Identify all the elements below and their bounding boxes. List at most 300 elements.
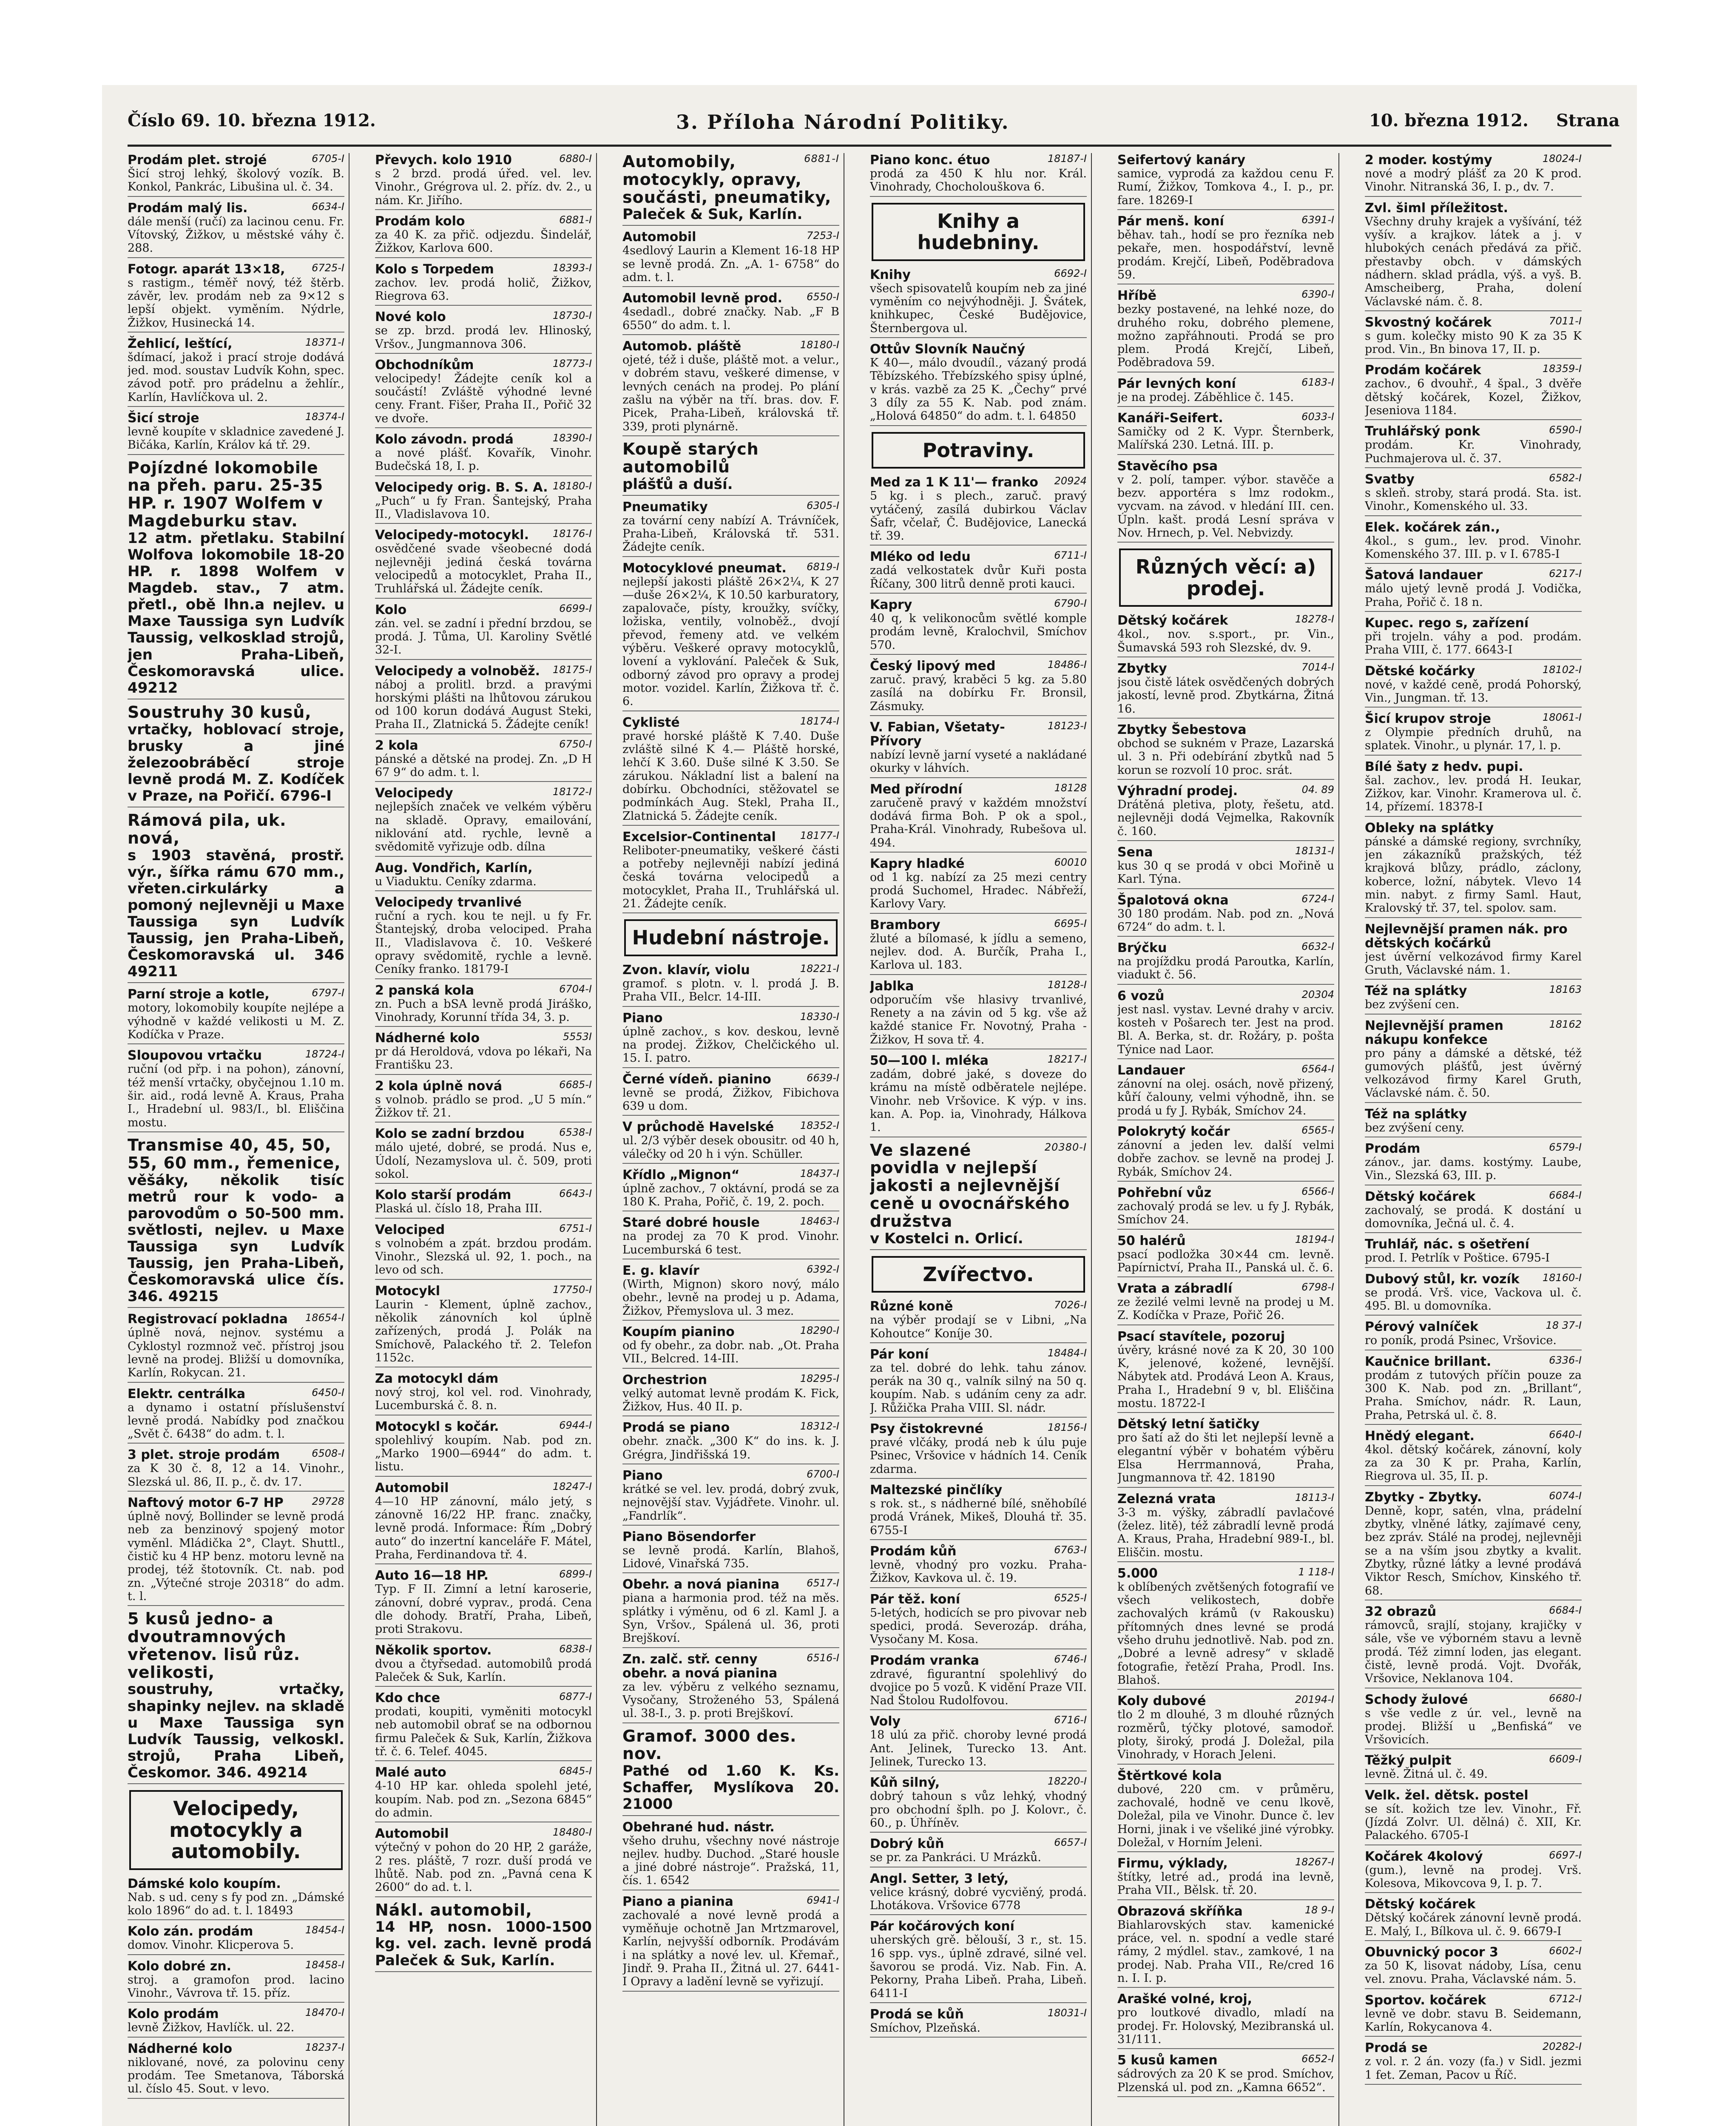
classified-ad — [1117, 845, 1334, 889]
ad-body: málo ujetý levně prodá J. Vodička, Praha, Pořič č. 18 n. — [1365, 582, 1582, 609]
ad-number: 6550-I — [807, 291, 839, 303]
ad-body: zánov., jar. dams. kostýmy. Laube, Vin., Slezská 63, III. p. — [1365, 1156, 1582, 1182]
ad-headline — [375, 1643, 592, 1657]
ad-headline-text: Prodám kolo — [375, 213, 465, 229]
ad-body: Šicí stroj lehký, školový vozík. B. Konkol, Pankrác, Libušina ul. č. 34. — [128, 167, 344, 194]
ad-headline-text: Polokrytý kočár — [1117, 1124, 1230, 1139]
ad-headline-text: Pár kočárových koní — [870, 1919, 1014, 1934]
ad-number: 6704-I — [559, 983, 592, 995]
section-heading: Hudební nástroje. — [624, 919, 838, 956]
ad-headline — [375, 786, 592, 800]
ad-headline — [870, 1422, 1087, 1436]
ad-headline-text: Staré dobré housle — [622, 1215, 760, 1231]
ad-headline — [128, 262, 344, 276]
ad-number: 6877-I — [559, 1691, 592, 1703]
header-rule — [128, 145, 1611, 147]
classified-ad — [1365, 363, 1582, 420]
ad-headline-text: Kdo chce — [375, 1691, 440, 1706]
ad-headline — [1117, 723, 1334, 737]
classified-ad — [1365, 664, 1582, 708]
ad-headline — [870, 2007, 1087, 2021]
ad-body: z vol. r. 2 án. vozy (fa.) v Sidl. jezmi 1 fet. Zeman, Pacov u Říč. — [1365, 2055, 1582, 2082]
ad-headline — [128, 2007, 344, 2021]
ad-body: kus 30 q se prodá v obci Mořině u Karl. Týna. — [1117, 859, 1334, 886]
ad-headline-text: Pár levných koní — [1117, 376, 1236, 391]
ad-body: nabízí levně jarní vyseté a nakládané okurky v láhvích. — [870, 748, 1087, 775]
ad-headline-text: 50—100 l. mléka — [870, 1053, 989, 1068]
ad-headline — [128, 1448, 344, 1462]
ad-headline-text: Piano — [622, 1468, 663, 1483]
ad-headline — [375, 1372, 592, 1386]
ad-headline-text: Prodám — [1365, 1141, 1421, 1157]
ad-headline — [1365, 153, 1582, 167]
classified-ad — [622, 1820, 839, 1890]
ad-number: 6643-I — [559, 1188, 592, 1200]
ad-headline-text: V. Fabian, Všetaty-Přívory — [870, 719, 1005, 749]
ad-body: K 40—, málo dvoudíl., vázaný prodá Těbízského. Třebízského spisy úplné, v krás. vazbě za 25 K. „Čechy“ prvé 3 díly za 55 K. Nab. pod znám. „Holová 64850“ do adm. t. l. 64850 — [870, 356, 1087, 423]
ad-headline — [622, 291, 839, 305]
ad-body: uherských grě. bělouší, 3 r., st. 15. 16 spp. vys., úplně zdravé, silné vel. šavorou se prodá. Viz. Nab. Fin. A. Pekorny, Praha Libeň. Praha, Libeň. 6411-I — [870, 1933, 1087, 2000]
ad-headline — [870, 1714, 1087, 1728]
classified-ad — [1365, 1945, 1582, 1989]
classified-ad — [1365, 1490, 1582, 1600]
ad-number: 6845-I — [559, 1765, 592, 1777]
classified-ad — [1117, 459, 1334, 543]
ad-headline-text: Zbytky — [1117, 661, 1167, 676]
ad-headline — [128, 1496, 344, 1510]
ad-number: 18187-I — [1047, 153, 1087, 165]
ad-body: s vše vedle z úr. vel., levně na prodej. Bližší u „Benfiská“ ve Vršovicích. — [1365, 1706, 1582, 1747]
ad-headline-text: Štěrtkové kola — [1117, 1768, 1222, 1783]
ad-number: 18160-I — [1542, 1271, 1582, 1284]
classified-ad — [128, 1312, 344, 1382]
classified-ad — [622, 1264, 839, 1321]
ad-body: niklované, nové, za polovinu ceny prodám. Tee Smetanova, Táborská ul. číslo 45. Sout. v levo. — [128, 2055, 344, 2096]
ad-headline — [622, 1120, 839, 1134]
ad-headline — [128, 411, 344, 425]
ad-number: 6712-I — [1549, 1992, 1582, 2005]
ad-number: 6700-I — [807, 1468, 839, 1480]
ad-body: jest úvěrní velkozávod firmy Karel Gruth, Václavské nám. 1. — [1365, 950, 1582, 977]
ad-headline — [1365, 1237, 1582, 1251]
ad-number: 6880-I — [559, 153, 592, 165]
ad-headline-text: Automobil — [375, 1826, 449, 1842]
classified-ad — [622, 500, 839, 557]
ad-body: úplně nový, Bollinder se levně prodá neb za benzinový spojený motor vyměnl. Mládička 2°, Clayt. Shuttl., čistič ku 4 HP benz. motoru levně na prodej, též štotovník. Ct. nab. pod zn. „Výtečné stroje 20318“ do adm. t. l. — [128, 1510, 344, 1603]
classified-ad — [870, 782, 1087, 853]
ad-headline — [622, 230, 839, 244]
ad-headline-text: Kolo prodám — [128, 2007, 219, 2022]
ad-headline — [375, 1691, 592, 1705]
classified-ad — [1117, 723, 1334, 780]
ad-headline — [128, 337, 344, 351]
classified-ad — [870, 475, 1087, 546]
ad-body: Biahlarovských stav. kamenické práce, vel. n. spodní a vedle staré rámy, 2 mýdlel. stav., zamkové, 1 na prodej. Nab. Praha VII., Re/cred 16 n. I. I. p. — [1117, 1918, 1334, 1985]
ad-number: 6657-I — [1054, 1836, 1087, 1849]
ad-body: s 2 brzd. prodá úřed. vel. lev. Vinohr., Grégrova ul. 2. příz. dv. 2., u nám. Kr. Jiřího. — [375, 167, 592, 207]
ad-headline-text: Truhlář, nác. s ošetření — [1365, 1237, 1529, 1252]
ad-headline — [622, 1728, 839, 1763]
classified-ad — [1365, 2041, 1582, 2085]
ad-headline — [128, 1877, 344, 1891]
ad-headline — [1365, 616, 1582, 630]
ad-headline-text: Kolo závodn. prodá — [375, 432, 514, 447]
ad-headline — [622, 500, 839, 514]
ad-body: Reliboter-pneumatiky, veškeré části a potřeby nejlevněji nabízí jediná česká továrna velocipedů a motocyklet, Praha II., Truhlářská ul. 21. Žádejte ceník. — [622, 844, 839, 911]
ad-headline — [375, 1827, 592, 1841]
classified-ad — [622, 1325, 839, 1369]
classified-ad — [622, 1168, 839, 1212]
ad-number: 6797-I — [312, 987, 344, 999]
classified-ad — [1117, 214, 1334, 284]
ad-body: pravé horské pláště K 7.40. Duše zvláště silné K 4.— Pláště horské, lehčí K 3.60. Duše silné K 3.50. Se zárukou. Nákladní list a balení na dobírku. Obchodníci, stěžovatel se podmínkách Aug. Stekl, Praha II., Zlatnická 5. Žádejte ceník. — [622, 729, 839, 823]
classified-ad — [375, 1827, 592, 1897]
ad-headline-text: Nádherné kolo — [128, 2041, 233, 2056]
ad-headline — [128, 1924, 344, 1938]
ad-headline-text: Dětský kočárek — [1117, 613, 1228, 628]
ad-body: motory, lokomobily koupíte nejlépe a výhodně v každé velikosti u M. Z. Kodíčka v Praze. — [128, 1001, 344, 1042]
ad-number: 18220-I — [1047, 1775, 1087, 1788]
ad-headline-text: Prodám kočárek — [1365, 363, 1481, 378]
ad-number: 6579-I — [1549, 1141, 1582, 1154]
classified-ad — [1117, 1694, 1334, 1764]
ad-number: 18180-I — [552, 480, 592, 492]
ad-headline — [870, 550, 1087, 564]
ad-body: levně koupíte v skladnice zavedené J. Bičáka, Karlín, Králov ká tř. 29. — [128, 425, 344, 452]
ad-number: 6508-I — [312, 1447, 344, 1460]
ad-body: se pr. za Pankráci. U Mrázků. — [870, 1851, 1041, 1865]
ad-headline-text: Hnědý elegant. — [1365, 1428, 1475, 1444]
classified-ad — [1365, 1320, 1582, 1350]
ad-headline-text: Orchestrion — [622, 1372, 707, 1387]
ad-headline — [1117, 1282, 1334, 1296]
ad-body: obchod se sukném v Praze, Lazarská ul. 3 n. Při odebírání zbytků nad 5 korun se rozvolí 10 proc. srát. — [1117, 737, 1334, 777]
ad-body: Dětský kočárek zánovní levně prodá. E. Malý, I., Bílkova ul. č. 9. 6679-I — [1365, 1911, 1582, 1938]
ad-number: 6680-I — [1549, 1692, 1582, 1704]
ad-body: s 1903 stavěná, prostř. výr., šířka rámu 670 mm., vřeten.cirkulárky a pomoný nejlevněji u Maxe Taussiga syn Ludvík Taussig, jen Praha-Libeň, Českomoravská ul. 346 49211 — [128, 847, 344, 981]
ad-number: 18217-I — [1047, 1053, 1087, 1065]
ad-headline — [1117, 1417, 1334, 1431]
classified-ad — [375, 1284, 592, 1368]
classified-column — [1365, 153, 1582, 2126]
classified-ad — [128, 1959, 344, 2003]
ad-headline-text: Psy čistokrevné — [870, 1421, 983, 1437]
ad-body: vrtačky, hoblovací stroje, brusky a jiné železoobráběcí stroje levně prodá M. Z. Kodíček v Praze, na Pořičí. 6796-I — [128, 721, 344, 804]
classified-ad — [622, 1895, 839, 1992]
ad-body: v 2. polí, tamper. výbor. stavěče a bezv. apportéra s lmz rodokm., vycvam. na závod. v hledání III. cen. Úpln. kašt. prodá Lesní správa v Nov. Hrnech, p. Vel. Nebvizdy. — [1117, 473, 1334, 540]
ad-headline — [1365, 760, 1582, 774]
ad-number: 6590-I — [1549, 424, 1582, 436]
ad-headline-text: Soustruhy 30 kusů, — [128, 702, 312, 722]
ad-headline-text: Stavěcího psa — [1117, 458, 1218, 474]
classified-ad — [375, 480, 592, 524]
ad-body: levně. Žitná ul. č. 49. — [1365, 1768, 1488, 1781]
classified-ad — [622, 1072, 839, 1116]
ad-headline-text: Pneumatiky — [622, 499, 708, 514]
classified-ad — [375, 1643, 592, 1687]
ad-body: 4kol., s gum., lev. prod. Vinohr. Komenského 37. III. p. v I. 6785-I — [1365, 534, 1582, 561]
ad-body: za 40 K. za přič. odjezdu. Šindelář, Žižkov, Karlova 600. — [375, 228, 592, 255]
ad-number: 6692-I — [1054, 267, 1087, 279]
ad-number: 6652-I — [1301, 2053, 1334, 2065]
ad-body: šal. zachov., lev. prodá H. Ieukar, Zižkov, kar. Vinohr. Kramerova ul. č. 14, přízemí. 18378-I — [1365, 773, 1582, 814]
ad-body: u Viaduktu. Ceníky zdarma. — [375, 875, 537, 888]
ad-number: 7014-I — [1301, 661, 1334, 674]
ad-headline — [622, 1469, 839, 1483]
ad-headline-text: Šicí krupov stroje — [1365, 711, 1491, 727]
ad-headline-text: Voly — [870, 1714, 901, 1729]
ad-body: nejlepší jakosti pláště 26×2¼, K 27—duše 26×2¼, K 10.50 karburatory, zapalovače, písty, kroužky, svíčky, ložiska, ventily, volnoběž., dvojí převod, řemeny atd. ve velkém výběru. Veškeré opravy motocyklů, lovení a vyklování. Paleček & Suk, odborný závod pro opravy a prodej motor. vozidel. Karlín, Žižkova tř. č. 6. — [622, 575, 839, 708]
ad-headline — [1365, 984, 1582, 998]
ad-body: Drátěná pletiva, ploty, řešetu, atd. nejlevněji dodá Vejmelka, Rakovník č. 160. — [1117, 798, 1334, 838]
classified-ad — [128, 1610, 344, 1784]
ad-headline-text: Cyklisté — [622, 715, 680, 730]
ad-headline-text: Velk. žel. dětsk. postel — [1365, 1788, 1529, 1803]
classified-ad — [375, 739, 592, 782]
ad-headline-text: Firmu, výklady, — [1117, 1856, 1228, 1871]
ad-headline — [870, 475, 1087, 489]
ad-number: 18278-I — [1295, 613, 1334, 625]
classified-ad — [1117, 289, 1334, 372]
ad-number: 6746-I — [1054, 1653, 1087, 1665]
ad-headline-text: Pojízdné lokomobile na přeh. paru. 25-35 HP. r. 1907 Wolfem v Magdeburku stav. — [128, 458, 324, 531]
ad-headline-text: Kolo dobré zn. — [128, 1958, 232, 1974]
ad-headline — [1117, 1769, 1334, 1783]
classified-ad — [1365, 1429, 1582, 1486]
ad-headline-text: Kolo — [375, 602, 407, 617]
ad-headline — [1117, 214, 1334, 228]
section-heading: Různých věcí: a) prodej. — [1119, 549, 1333, 607]
ad-headline — [1365, 201, 1582, 215]
classified-ad — [870, 550, 1087, 594]
page-header — [128, 111, 1620, 140]
ad-body: Smíchov, Plzeňská. — [870, 2021, 981, 2035]
ad-number: 18221-I — [800, 963, 839, 975]
ad-number: 18131-I — [1295, 844, 1334, 857]
ad-number: 1 118-I — [1298, 1566, 1334, 1578]
ad-number: 18312-I — [800, 1420, 839, 1432]
ad-headline-text: Převych. kolo 1910 — [375, 153, 512, 168]
ad-headline-text: Sloupovou vrtačku — [128, 1048, 262, 1063]
ad-body: nejlepších značek ve velkém výběru na skladě. Opravy, emailování, niklování atd. rychle, levně a svědomitě vyřizuje odb. dílna — [375, 800, 592, 854]
ad-headline-text: 32 obrazů — [1365, 1604, 1437, 1619]
classified-ad — [128, 1448, 344, 1492]
ad-headline — [870, 268, 1087, 282]
classified-ad — [622, 1120, 839, 1164]
classified-ad — [1365, 424, 1582, 468]
ad-headline-text: Pár těž. koní — [870, 1592, 960, 1607]
classified-ad — [1365, 1107, 1582, 1137]
ad-headline-text: Psací stavítele, pozoruj — [1117, 1329, 1285, 1344]
ad-headline-text: Kolo starší prodám — [375, 1188, 511, 1203]
ad-body: dále menší (ručí) za lacinou cenu. Fr. Vítovský, Žižkov, u městské váhy č. 288. — [128, 215, 344, 255]
ad-number: 18730-I — [552, 310, 592, 322]
ad-body: 4sedlový Laurin a Klement 16-18 HP se levně prodá. Zn. „A. 1- 6758“ do adm. t. l. — [622, 244, 839, 284]
ad-number: 04. 89 — [1301, 783, 1334, 796]
ad-headline — [375, 739, 592, 753]
classified-ad — [375, 1569, 592, 1639]
ad-number: 20304 — [1301, 988, 1334, 1000]
ad-headline-text: Piano Bösendorfer — [622, 1529, 756, 1544]
ad-body: spolehlivý koupím. Nab. pod zn. „Marko 1900—6944“ do adm. t. listu. — [375, 1433, 592, 1474]
ad-headline-text: Bílé šaty z hedv. pupi. — [1365, 759, 1523, 774]
classified-ad — [1365, 1850, 1582, 1893]
ad-body: bezky postavené, na lehké noze, do druhého roku, dobrého plemene, možno zapřáhnouti. Prodá se pro plem. Prodá Krejčí, Libeň, Poděbradova 59. — [1117, 303, 1334, 369]
ad-headline — [622, 1168, 839, 1182]
ad-number: 6609-I — [1549, 1753, 1582, 1765]
ad-headline — [870, 1483, 1087, 1497]
ad-body: bez zvýšení ceny. — [1365, 1121, 1464, 1134]
ad-body: odporučím vše hlasivy trvanlivé, Renety a na závin od 5 kg. vše až každé stanice Fr. Novotný, Praha - Žižkov, H sova tř. 4. — [870, 993, 1087, 1046]
classified-ad — [128, 1877, 344, 1921]
ad-headline-text: Parní stroje a kotle, — [128, 987, 270, 1002]
ad-headline — [622, 1264, 839, 1278]
ad-body: Paleček & Suk, Karlín. — [622, 206, 803, 223]
ad-headline — [1117, 1234, 1334, 1248]
ad-number: 6538-I — [559, 1126, 592, 1139]
ad-headline — [1117, 2053, 1334, 2067]
ad-number: 6944-I — [559, 1419, 592, 1431]
ad-number: 7026-I — [1054, 1299, 1087, 1311]
ad-headline — [622, 716, 839, 730]
ad-body: na projíždku prodá Paroutka, Karlín, viadukt č. 56. — [1117, 955, 1334, 982]
ad-body: 30 180 prodám. Nab. pod zn. „Nová 6724“ do adm. t. l. — [1117, 907, 1334, 934]
ad-number: 18175-I — [552, 663, 592, 676]
ad-body: (Wirth, Mignon) skoro nový, málo obehr., levně na prodej u p. Adama, Žižkov, Přemyslova ul. 3 mez. — [622, 1278, 839, 1318]
ad-number: 18176-I — [552, 528, 592, 540]
ad-body: za K 30 č. 8, 12 a 14. Vinohr., Slezská ul. 86, II. p., č. dv. 17. — [128, 1462, 344, 1489]
classified-ad — [375, 895, 592, 979]
ad-body: zán. vel. se zadní i přední brzdou, se prodá. J. Tůma, Ul. Karoliny Světlé 32-I. — [375, 617, 592, 657]
ad-number: 18247-I — [552, 1480, 592, 1492]
ad-number: 6838-I — [559, 1643, 592, 1655]
ad-headline — [1117, 941, 1334, 955]
ad-headline-text: Pérový valníček — [1365, 1319, 1479, 1335]
classified-ad — [375, 1765, 592, 1822]
ad-headline — [128, 201, 344, 215]
ad-number: 6392-I — [807, 1263, 839, 1276]
ad-headline-text: Auto 16—18 HP. — [375, 1568, 489, 1583]
classified-ad — [870, 918, 1087, 975]
ad-number: 18128 — [1054, 782, 1087, 794]
ad-headline — [375, 603, 592, 617]
ad-body: zachovalé a nové levně prodá a vyměňuje ochotně Jan Mrtzmarovel, Karlín, nejvyšší odborník. Prodávám i na splátky a nové lev. ul. Křemař., Jindř. 9. Praha II., Žitná ul. 27. 6441-I Opravy a ladění levně se vyřizují. — [622, 1908, 839, 1989]
ad-body: prodati, koupiti, vyměniti motocykl neb automobil obrať se na odbornou firmu Paleček & Suk, Karlín, Žižkova tř. č. 6. Telef. 4045. — [375, 1705, 592, 1759]
ad-headline — [1365, 1993, 1582, 2007]
ad-headline — [870, 1142, 1087, 1231]
ad-headline-text: Pohřební vůz — [1117, 1185, 1212, 1200]
ad-body: na výběr prodají se v Libni, „Na Kohoutce“ Koníje 30. — [870, 1313, 1087, 1340]
ad-number: 18162 — [1549, 1018, 1582, 1030]
ad-headline — [870, 342, 1087, 356]
ad-body: se prodá. Vrš. vice, Vackova ul. č. 495. Bl. u domovníka. — [1365, 1286, 1582, 1313]
ad-number: 18359-I — [1542, 363, 1582, 375]
ad-headline — [1365, 1897, 1582, 1911]
ad-number: 18 37-I — [1546, 1319, 1582, 1332]
classified-ad — [1365, 1237, 1582, 1268]
classified-ad — [1365, 315, 1582, 359]
ad-headline — [1117, 411, 1334, 425]
ad-headline — [1365, 424, 1582, 438]
classified-ad — [870, 979, 1087, 1049]
ad-headline-text: 5.000 — [1117, 1566, 1158, 1581]
ad-number: 18290-I — [800, 1324, 839, 1337]
ad-headline — [375, 214, 592, 228]
ad-headline-text: Skvostný kočárek — [1365, 315, 1492, 330]
ad-number: 18390-I — [552, 432, 592, 444]
ad-body: z Olympie předních druhů, na splatek. Vinohr., u plynár. 17, l. p. — [1365, 726, 1582, 753]
classified-ad — [622, 153, 839, 226]
ad-body: při trojeln. váhy a pod. prodám. Praha VIII, č. 177. 6643-I — [1365, 630, 1582, 657]
ad-headline-text: Dětský kočárek — [1365, 1897, 1476, 1912]
ad-headline — [870, 1592, 1087, 1606]
ad-headline — [1365, 1754, 1582, 1768]
ad-headline — [622, 1895, 839, 1909]
ad-headline-text: Dětský letní šatičky — [1117, 1417, 1260, 1432]
ad-body: věšáky, několik tisíc metrů rour k vodo- a parovodům o 50-500 mm. světlosti, nejlev. u Maxe Taussiga syn Ludvík Taussig, jen Praha-Libeň, Českomoravská ulice čís. 346. 49215 — [128, 1171, 344, 1305]
ad-body: 12 atm. přetlaku. Stabilní Wolfova lokomobile 18-20 HP. r. 1898 Wolfem v Magdeb. stav., 7 atm. přetl., obě lhn.a nejlev. u Maxe Taussiga syn Ludvík Taussig, velkosklad strojů, jen Praha-Libeň, Českomoravská ulice. 49212 — [128, 529, 344, 696]
ad-number: 18156-I — [1047, 1421, 1087, 1434]
ad-headline — [1365, 1190, 1582, 1204]
ad-headline-text: Piano — [622, 1010, 663, 1026]
ad-number: 6881-I — [559, 213, 592, 226]
classified-ad — [128, 337, 344, 407]
ad-headline — [870, 1347, 1087, 1361]
ad-number: 18480-I — [552, 1826, 592, 1839]
ad-headline — [375, 310, 592, 324]
ad-number: 18128-I — [1047, 978, 1087, 991]
ad-headline — [870, 1054, 1087, 1068]
ad-headline-text: Křídlo „Mignon“ — [622, 1167, 740, 1182]
classified-ad — [128, 411, 344, 455]
ad-headline — [375, 664, 592, 678]
ad-number: 6516-I — [807, 1651, 839, 1664]
ad-number: 7253-I — [807, 230, 839, 242]
ad-body: s rok. st., s nádherné bílé, sněhobílé prodá Vránek, Mikeš, Dlouhá tř. 35. 6755-I — [870, 1497, 1087, 1537]
ad-body: levně se prodá, Žižkov, Fibichova 639 u dom. — [622, 1086, 839, 1113]
ad-headline-text: Za motocykl dám — [375, 1371, 499, 1387]
classified-ad — [1117, 1492, 1334, 1562]
ad-headline — [870, 659, 1087, 673]
ad-headline-text: Obleky na splátky — [1365, 820, 1494, 836]
ad-number: 20380-I — [1044, 1141, 1087, 1153]
classified-ad — [128, 2007, 344, 2037]
ad-body: zánovní a jeden lev. další velmi dobře zachov. se levně na prodej J. Rybák, Smíchov 24. — [1117, 1138, 1334, 1179]
ad-headline-text: 2 kola úplně nová — [375, 1078, 503, 1094]
classified-ad — [870, 720, 1087, 778]
ad-number: 20924 — [1054, 475, 1087, 487]
ad-headline — [375, 983, 592, 998]
classified-ad — [1365, 1993, 1582, 2037]
ad-body: pro šatí až do šti let nejlepší levně a elegantní výběr v bohatém výběru Elsa Herrmannová, Praha, Jungmannova tř. 42. 18190 — [1117, 1431, 1334, 1485]
ad-headline-text: Obehr. a nová pianina — [622, 1577, 780, 1592]
ad-body: zachovalý, se prodá. K dostání u domovníka, Ječná ul. č. 4. — [1365, 1203, 1582, 1230]
ad-body: 40 q, k velikonocům světlé komple prodám levně, Kralochvil, Smíchov 570. — [870, 612, 1087, 652]
ad-number: 6033-I — [1301, 411, 1334, 423]
ad-headline — [1117, 845, 1334, 859]
classified-ad — [1117, 1566, 1334, 1690]
ad-body: s volnob. prádlo se prod. „U 5 mín.“ Žižkov tř. 21. — [375, 1093, 592, 1120]
classified-ad — [1117, 1186, 1334, 1230]
classified-ad — [128, 987, 344, 1044]
classified-ad — [870, 1299, 1087, 1343]
ad-body: zn. Puch a bSA levně prodá Jiráško, Vinohrady, Korunní třída 34, 3. p. — [375, 997, 592, 1024]
ad-headline-text: Aug. Vondřich, Karlín, — [375, 860, 533, 875]
ad-body: nový stroj, kol vel. rod. Vinohrady, Lucemburská č. 8. n. — [375, 1386, 592, 1413]
column-divider — [596, 153, 597, 2126]
ad-headline — [1365, 1019, 1582, 1047]
ad-headline-text: Med přírodní — [870, 782, 963, 797]
